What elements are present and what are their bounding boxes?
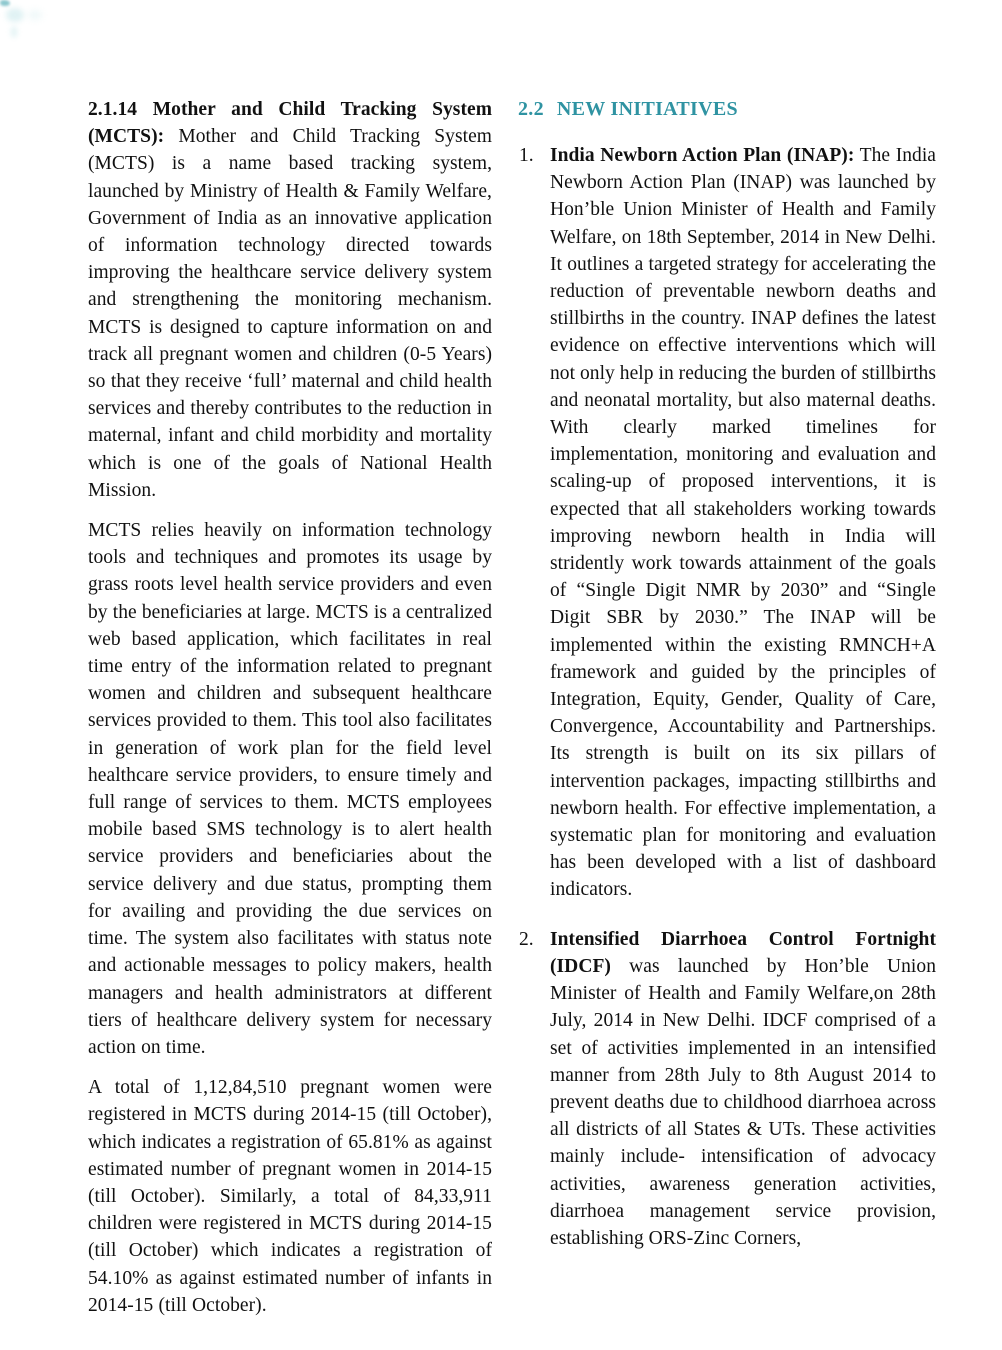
list-item-text-idcf: was launched by Hon’ble Union Minister of Health and Family Welfare,on 28th July, 2014 in New Delhi. IDCF comprised of a set of activities implemented in an intensified manner from 28th July to 8th August 2014 to prevent deaths due to childhood diarrhoea across all districts of all States & UTs. These activities mainly include- intensification of advocacy activities, awareness generation activities, diarrhoea management service provision, establishing ORS-Zinc Corners, xyxy=(550,955,936,1249)
scan-blot xyxy=(28,10,42,20)
list-item-title-inap: India Newborn Action Plan (INAP): xyxy=(550,145,855,166)
subsection-heading-mcts: 2.1.14 Mother and Child Tracking System (MCTS): xyxy=(88,99,492,148)
list-item-marker: 2. xyxy=(519,928,534,950)
paragraph-mcts-technology: MCTS relies heavily on information technology tools and techniques and promotes its usage by grass roots level health service providers and even by the beneficiaries at large. MCTS is a centralized web based application, which facilitates in real time entry of the information related to pregnant women and children and subsequent healthcare services provided to them. This tool also facilitates in generation of work plan for the field level healthcare service providers, to ensure timely and full range of services to them. MCTS employees mobile based SMS technology is to alert health service providers and beneficiaries about the service delivery and due status, prompting them for availing and providing the due services on time. The system also facilitates with status note and actionable messages to policy makers, health managers and health administrators at different tiers of healthcare delivery system for necessary action on time. xyxy=(88,520,492,1058)
paragraph-mcts-intro xyxy=(88,96,492,504)
section-number: 2.2 xyxy=(518,98,544,120)
scan-blot xyxy=(0,0,10,6)
paragraph-mcts-intro-text: Mother and Child Tracking System (MCTS) is a name based tracking system, launched by Ministry of Health & Family Welfare, Government of India as an innovative application of information technology directed towards improving the healthcare service delivery system and strengthening the monitoring mechanism. MCTS is designed to capture information on and track all pregnant women and children (0-5 Years) so that they receive ‘full’ maternal and child health services and thereby contributes to the reduction in maternal, infant and child morbidity and mortality which is one of the goals of National Health Mission. xyxy=(88,126,492,501)
list-item xyxy=(518,926,936,1252)
list-item-title-idcf: Intensified Diarrhoea Control Fortnight (IDCF) xyxy=(550,928,936,977)
two-column-body xyxy=(88,96,936,1319)
list-item-text-inap: The India Newborn Action Plan (INAP) was launched by Hon’ble Union Minister of Health and Family Welfare, on 18th September, 2014 in New Delhi. It outlines a targeted strategy for accelerating the reduction of preventable newborn deaths and stillbirths in the country. INAP defines the latest evidence on effective interventions which will not only help in reducing the burden of stillbirths and neonatal mortality, but also maternal deaths. With clearly marked timelines for implementation, monitoring and evaluation and scaling-up of proposed interventions, it is expected that all stakeholders working towards improving newborn health in India will stridently work towards attainment of the goals of “Single Digit NMR by 2030” and “Single Digit SBR by 2030.” The INAP will be implemented within the existing RMNCH+A framework and guided by the principles of Integration, Equity, Gender, Quality of Care, Convergence, Accountability and Partnerships. Its strength is built on its six pillars of intervention packages, impacting stillbirths and newborn health. For effective implementation, a systematic plan for monitoring and evaluation has been developed with a list of dashboard indicators. xyxy=(550,145,937,901)
list-item xyxy=(518,142,936,904)
scan-blot xyxy=(10,26,18,38)
new-initiatives-list xyxy=(518,142,936,1252)
scan-artifact xyxy=(0,0,46,40)
list-item-body xyxy=(550,142,936,904)
section-title: NEW INITIATIVES xyxy=(556,98,738,120)
list-item-marker: 1. xyxy=(519,145,534,166)
paragraph-mcts-registration-stats: A total of 1,12,84,510 pregnant women were registered in MCTS during 2014-15 (till October), which indicates a registration of 65.81% as against estimated number of pregnant women in 2014-15 (till October). Similarly, a total of 84,33,911 children were registered in MCTS during 2014-15 (till October) which indicates a registration of 54.10% as against estimated number of infants in 2014-15 (till October). xyxy=(88,1077,492,1316)
section-heading-new-initiatives xyxy=(518,96,936,122)
left-column xyxy=(88,96,492,1319)
scan-blot xyxy=(6,8,24,22)
list-item-body xyxy=(550,926,936,1252)
right-column xyxy=(518,96,936,1252)
